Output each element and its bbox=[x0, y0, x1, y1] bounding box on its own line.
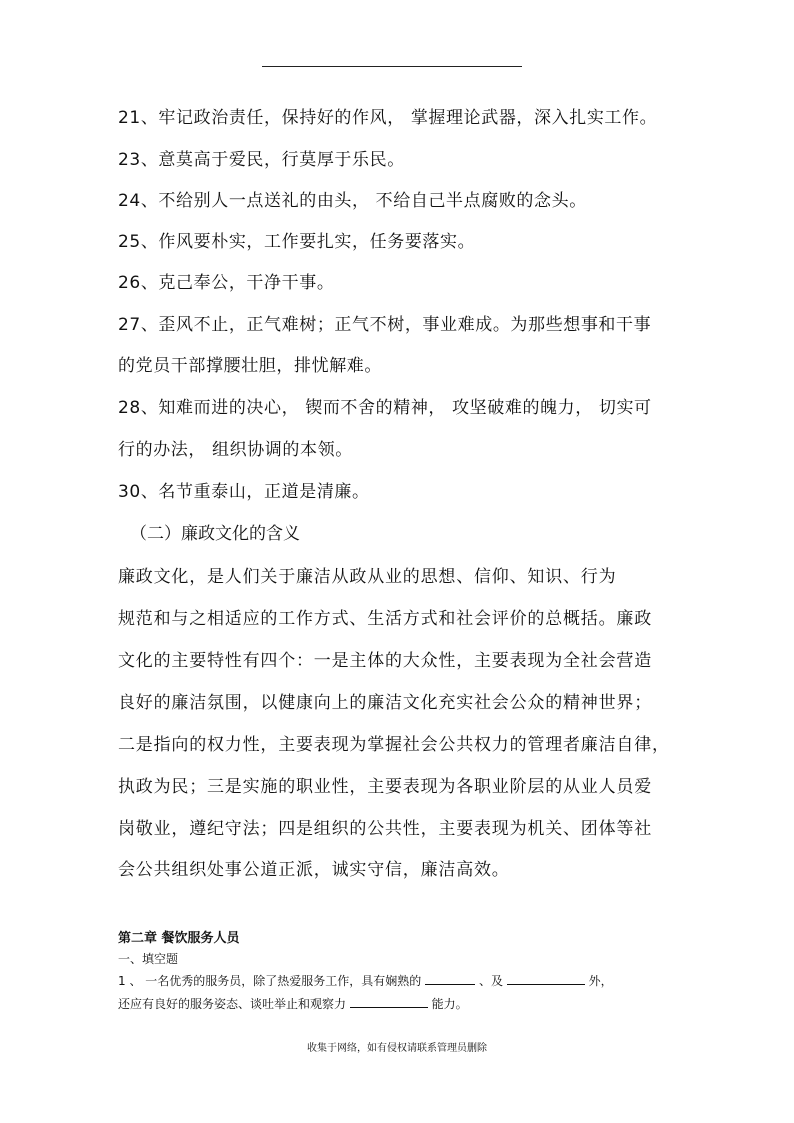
text-line: 23、意莫高于爱民，行莫厚于乐民。 bbox=[118, 150, 405, 170]
paragraph-line: 岗敬业，遵纪守法；四是组织的公共性，主要表现为机关、团体等社 bbox=[118, 819, 652, 839]
subsection-heading: 一、填空题 bbox=[118, 952, 179, 966]
header-rule bbox=[262, 66, 522, 67]
text-line: 26、克己奉公，干净干事。 bbox=[118, 273, 335, 293]
paragraph-line: 良好的廉洁氛围，以健康向上的廉洁文化充实社会公众的精神世界； bbox=[118, 693, 652, 713]
question-line bbox=[118, 973, 613, 989]
paragraph-line: 会公共组织处事公道正派，诚实守信，廉洁高效。 bbox=[118, 860, 510, 880]
paragraph-line: 文化的主要特性有四个：一是主体的大众性，主要表现为全社会营造 bbox=[118, 651, 652, 671]
text-line: 25、作风要朴实，工作要扎实，任务要落实。 bbox=[118, 232, 476, 252]
text-line: 28、知难而进的决心， 锲而不舍的精神， 攻坚破难的魄力， 切实可 bbox=[118, 398, 652, 418]
paragraph-line: 二是指向的权力性，主要表现为掌握社会公共权力的管理者廉洁自律， bbox=[118, 735, 670, 755]
paragraph-line: 执政为民；三是实施的职业性，主要表现为各职业阶层的从业人员爱 bbox=[118, 777, 652, 797]
question-text: 能力。 bbox=[431, 997, 468, 1011]
question-text: 1 、 一名优秀的服务员，除了热爱服务工作，具有娴熟的 bbox=[118, 974, 422, 988]
section-heading: （二）廉政文化的含义 bbox=[130, 524, 300, 544]
answer-blank[interactable] bbox=[507, 973, 585, 985]
text-line: 21、牢记政治责任，保持好的作风， 掌握理论武器，深入扎实工作。 bbox=[118, 108, 658, 128]
text-line: 行的办法， 组织协调的本领。 bbox=[118, 440, 353, 460]
text-line: 24、不给别人一点送礼的由头， 不给自己半点腐败的念头。 bbox=[118, 191, 587, 211]
paragraph-line: 规范和与之相适应的工作方式、生活方式和社会评价的总概括。廉政 bbox=[118, 609, 652, 629]
question-text: 、及 bbox=[478, 974, 503, 988]
question-line bbox=[118, 996, 468, 1012]
answer-blank[interactable] bbox=[350, 996, 428, 1008]
answer-blank[interactable] bbox=[425, 973, 475, 985]
text-line: 27、歪风不止，正气难树；正气不树，事业难成。为那些想事和干事 bbox=[118, 315, 652, 335]
text-line: 的党员干部撑腰壮胆，排忧解难。 bbox=[118, 356, 382, 376]
question-text: 外， bbox=[588, 974, 613, 988]
question-text: 还应有良好的服务姿态、谈吐举止和观察力 bbox=[118, 997, 347, 1011]
text-line: 30、名节重泰山，正道是清廉。 bbox=[118, 482, 370, 502]
footer-note: 收集于网络，如有侵权请联系管理员删除 bbox=[307, 1043, 487, 1054]
chapter-title: 第二章 餐饮服务人员 bbox=[118, 931, 240, 946]
paragraph-line: 廉政文化，是人们关于廉洁从政从业的思想、信仰、知识、行为 bbox=[118, 567, 617, 587]
